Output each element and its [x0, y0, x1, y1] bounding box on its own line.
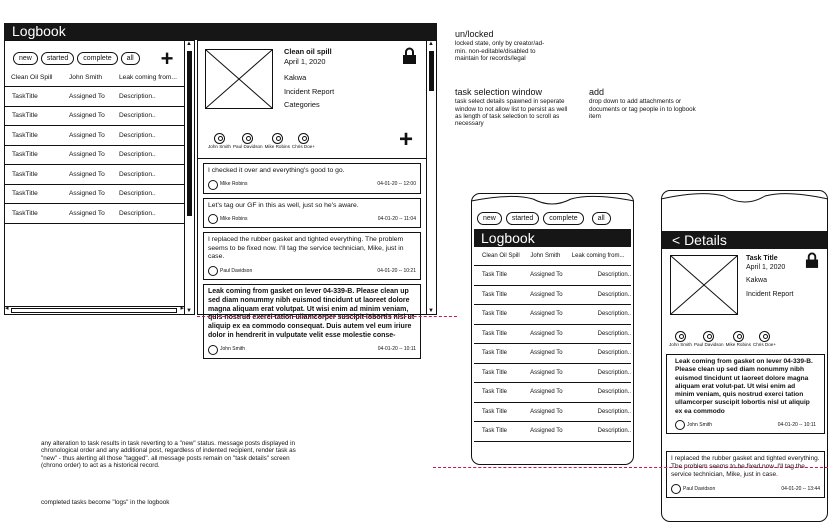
mobile-detail-header[interactable]: [662, 231, 827, 249]
logbook-title-bar: [4, 23, 437, 40]
description-cell: Description..: [597, 272, 631, 279]
avatar-icon: [208, 345, 218, 355]
assignee-cell: Assigned To: [69, 92, 105, 100]
horizontal-scrollbar[interactable]: ◂ ▸: [5, 305, 184, 312]
mobile-logbook-title: Logbook: [474, 229, 631, 247]
description-cell: Description..: [119, 209, 156, 217]
avatar-icon: [214, 133, 225, 144]
message-text: Leak coming from gasket on lever 04-339-B. Please clean up sed diam nonummy nibh euismod tincidunt ut laoreet dolore magna aliquam erat volutpat. Ut wisi enim ad minim veniam, quis nostrud exerci tation ullamcorper suscipit lobortis nisl ut aliquip ex ea commodo consequat. Duis autem vel eum iriure dolor in hendrerit in vulputate velit esse molestie conse-: [208, 287, 415, 339]
back-details-link[interactable]: < Details: [672, 232, 727, 248]
message-time: 04-01-20 -- 10:11: [377, 346, 416, 353]
tagged-person[interactable]: John Smith: [208, 133, 231, 149]
description-cell: Description..: [119, 92, 156, 100]
filter-new-button[interactable]: new: [13, 52, 38, 65]
assignee-cell: Assigned To: [69, 151, 105, 159]
note-completed: completed tasks become "logs" in the logbook: [41, 499, 170, 506]
table-row[interactable]: [474, 286, 631, 306]
description-cell: Description..: [597, 311, 631, 318]
description-cell: Description..: [119, 190, 156, 198]
header-assignee: John Smith: [69, 74, 102, 81]
message-thread: [203, 163, 421, 359]
task-title-cell: TaskTitle: [12, 131, 38, 139]
assignee-cell: Assigned To: [69, 131, 105, 139]
filter-all-button[interactable]: all: [121, 52, 140, 65]
mobile-lock-icon[interactable]: [805, 252, 819, 268]
task-title-cell: Task Title: [482, 291, 508, 298]
table-row[interactable]: [5, 107, 184, 127]
task-date: April 1, 2020: [284, 57, 326, 66]
task-type: Incident Report: [284, 86, 335, 96]
avatar-icon: [208, 214, 218, 224]
task-title-cell: Task Title: [482, 408, 508, 415]
message-time: 04-01-20 -- 10:21: [377, 267, 416, 274]
list-vertical-scrollbar[interactable]: ▲ ▼: [185, 40, 195, 315]
tagged-person[interactable]: Chris Doe+: [753, 331, 776, 347]
mobile-filter-all[interactable]: all: [592, 212, 611, 225]
header-title: Clean Oil Spill: [11, 74, 53, 81]
note-task-window: task selection window task select details spawned in seperate window to not allow list to persist as well as length of task selection to scroll as necessary: [455, 87, 568, 128]
assignee-cell: Assigned To: [69, 190, 105, 198]
mobile-task-rows: [474, 266, 631, 442]
assignee-cell: Assigned To: [530, 350, 563, 357]
task-list-panel: [4, 40, 185, 315]
mobile-task-location: Kakwa: [746, 277, 768, 284]
avatar-icon: [671, 484, 681, 494]
table-row[interactable]: [474, 403, 631, 423]
avatar-icon: [733, 331, 744, 342]
mobile-task-info: [746, 254, 793, 301]
table-row[interactable]: [5, 165, 184, 185]
message-time: 04-01-20 -- 12:00: [377, 181, 416, 188]
assignee-cell: Assigned To: [530, 428, 563, 435]
description-cell: Description..: [119, 131, 156, 139]
table-row[interactable]: [474, 422, 631, 442]
description-cell: Description..: [597, 428, 631, 435]
message-post: [203, 232, 421, 280]
task-rows: [5, 87, 184, 224]
message-text: I replaced the rubber gasket and tighted everything. The problem seems to be fixed now. I'll tag the service technician, Mike, just in case.: [208, 236, 404, 261]
description-cell: Description..: [597, 408, 631, 415]
description-cell: Description..: [119, 151, 156, 159]
mobile-table-header[interactable]: Clean Oil Spill John Smith Leak coming from...: [474, 247, 631, 266]
fold-line-right: [433, 467, 828, 468]
tagged-person[interactable]: John Smith: [669, 331, 692, 347]
task-title-cell: TaskTitle: [12, 112, 38, 120]
task-title-cell: Task Title: [482, 272, 508, 279]
assignee-cell: Assigned To: [530, 272, 563, 279]
assignee-cell: Assigned To: [530, 311, 563, 318]
table-row[interactable]: [474, 266, 631, 286]
note-alteration: any alteration to task results in task reverting to a "new" status. message posts displayed in chronological order and any additional post, regardless of indented recipient, render task as "new" - thus alerting all those "tagged". all message posts remain on "task details" screen (chrono order) to act as a historical record.: [41, 440, 296, 469]
table-row[interactable]: [474, 383, 631, 403]
task-location: Kakwa: [284, 73, 307, 82]
table-row[interactable]: [474, 325, 631, 345]
description-cell: Description..: [597, 369, 631, 376]
task-title-cell: Task Title: [482, 369, 508, 376]
table-header[interactable]: [5, 69, 184, 87]
assignee-cell: Assigned To: [69, 112, 105, 120]
tagged-person[interactable]: Mike Robins: [265, 133, 290, 149]
avatar-icon: [208, 180, 218, 190]
task-title-cell: TaskTitle: [12, 190, 38, 198]
message-author: Mike Robins: [220, 181, 248, 188]
task-title: Clean oil spill: [284, 47, 332, 56]
avatar-icon: [298, 133, 309, 144]
assignee-cell: Assigned To: [530, 389, 563, 396]
filter-started-button[interactable]: started: [41, 52, 74, 65]
description-cell: Description..: [119, 170, 156, 178]
filter-bar: [5, 41, 184, 69]
assignee-cell: Assigned To: [69, 209, 105, 217]
table-row[interactable]: [5, 146, 184, 166]
header-description: Leak coming from...: [119, 74, 177, 81]
description-cell: Description..: [119, 112, 156, 120]
tagged-people: [208, 133, 317, 149]
task-title-cell: Task Title: [482, 350, 508, 357]
mobile-filter-complete[interactable]: complete: [543, 212, 583, 225]
table-row[interactable]: [5, 185, 184, 205]
detail-vertical-scrollbar[interactable]: ▲ ▼: [427, 40, 437, 315]
avatar-icon: [759, 331, 770, 342]
fold-line-left: [197, 316, 457, 317]
assignee-cell: Assigned To: [69, 170, 105, 178]
description-cell: Description..: [597, 330, 631, 337]
table-row[interactable]: [5, 204, 184, 224]
message-author: Paul Davidson: [220, 267, 253, 274]
note-lock: un/locked locked state, only by creator/ad-min. non-editable/disabled to maintain for records/legal: [455, 29, 545, 62]
table-row[interactable]: [474, 305, 631, 325]
message-text: I checked it over and everything's good to go.: [208, 167, 345, 174]
mobile-message-1: Leak coming from gasket on lever 04-339-B. Please clean up sed diam nonummy nibh euismod tincidunt ut laoreet dolore magna aliquam erat volut-pat. Ut wisi enim ad minim veniam, quis nostrud exerci tation ullamcorper suscipit lobortis nisl ut aliquip ex ea commodo John Smith 04-01-20 -- 10:11: [666, 354, 825, 434]
description-cell: Description..: [597, 291, 631, 298]
message-post: [203, 163, 421, 194]
table-row[interactable]: [5, 87, 184, 107]
task-detail-panel: [197, 40, 427, 353]
mobile-tagged-people: [669, 331, 778, 347]
description-cell: Description..: [597, 389, 631, 396]
avatar-icon: [242, 133, 253, 144]
task-title-cell: Task Title: [482, 428, 508, 435]
mobile-task-date: April 1, 2020: [746, 264, 786, 271]
mobile-list-frame: [471, 193, 634, 465]
table-row[interactable]: [474, 364, 631, 384]
table-row[interactable]: [474, 344, 631, 364]
tagged-person[interactable]: Paul Davidson: [694, 331, 724, 347]
task-categories: Categories: [284, 100, 320, 109]
add-task-icon[interactable]: +: [160, 45, 174, 71]
note-add: add drop down to add attachments or documents or tag people in to logbook item: [589, 87, 696, 120]
task-title-cell: TaskTitle: [12, 209, 38, 217]
avatar-icon: [703, 331, 714, 342]
message-author: John Smith: [220, 346, 246, 353]
task-title-cell: TaskTitle: [12, 170, 38, 178]
assignee-cell: Assigned To: [530, 291, 563, 298]
mobile-task-title: Task Title: [746, 255, 778, 262]
task-title-cell: Task Title: [482, 389, 508, 396]
avatar-icon: [208, 266, 218, 276]
mobile-task-image: [670, 255, 738, 315]
mobile-message-2: I replaced the rubber gasket and tighted everything. The problem seems to be fixed now. I'll tag the service technician, Mike, just in case. Paul Davidson 04-01-20 -- 13:44: [666, 451, 825, 498]
mobile-filter-new[interactable]: new: [477, 212, 502, 225]
task-title-cell: Task Title: [482, 330, 508, 337]
avatar-icon: [675, 331, 686, 342]
avatar-icon: [675, 420, 685, 430]
lock-icon[interactable]: [402, 47, 417, 64]
message-author: Mike Robins: [220, 215, 248, 222]
mobile-filter-started[interactable]: started: [506, 212, 539, 225]
message-post: [203, 198, 421, 229]
assignee-cell: Assigned To: [530, 369, 563, 376]
tagged-person[interactable]: Chris Doe+: [292, 133, 315, 149]
add-attachment-icon[interactable]: +: [399, 126, 414, 153]
logbook-title: Logbook: [12, 23, 66, 39]
task-title-cell: TaskTitle: [12, 92, 38, 100]
tagged-person[interactable]: Paul Davidson: [233, 133, 263, 149]
mobile-detail-frame: [661, 190, 828, 522]
table-row[interactable]: [5, 126, 184, 146]
avatar-icon: [272, 133, 283, 144]
task-title-cell: Task Title: [482, 311, 508, 318]
filter-complete-button[interactable]: complete: [77, 52, 117, 65]
description-cell: Description..: [597, 350, 631, 357]
assignee-cell: Assigned To: [530, 330, 563, 337]
task-title-cell: TaskTitle: [12, 151, 38, 159]
message-time: 04-01-20 -- 11:04: [377, 215, 416, 222]
message-text: Let's tag our GF in this as well, just so he's aware.: [208, 201, 359, 209]
message-post: [203, 284, 421, 359]
mobile-task-type: Incident Report: [746, 290, 794, 298]
tagged-person[interactable]: Mike Robins: [726, 331, 751, 347]
task-image-placeholder: [205, 49, 273, 109]
task-info: [284, 47, 334, 112]
assignee-cell: Assigned To: [530, 408, 563, 415]
